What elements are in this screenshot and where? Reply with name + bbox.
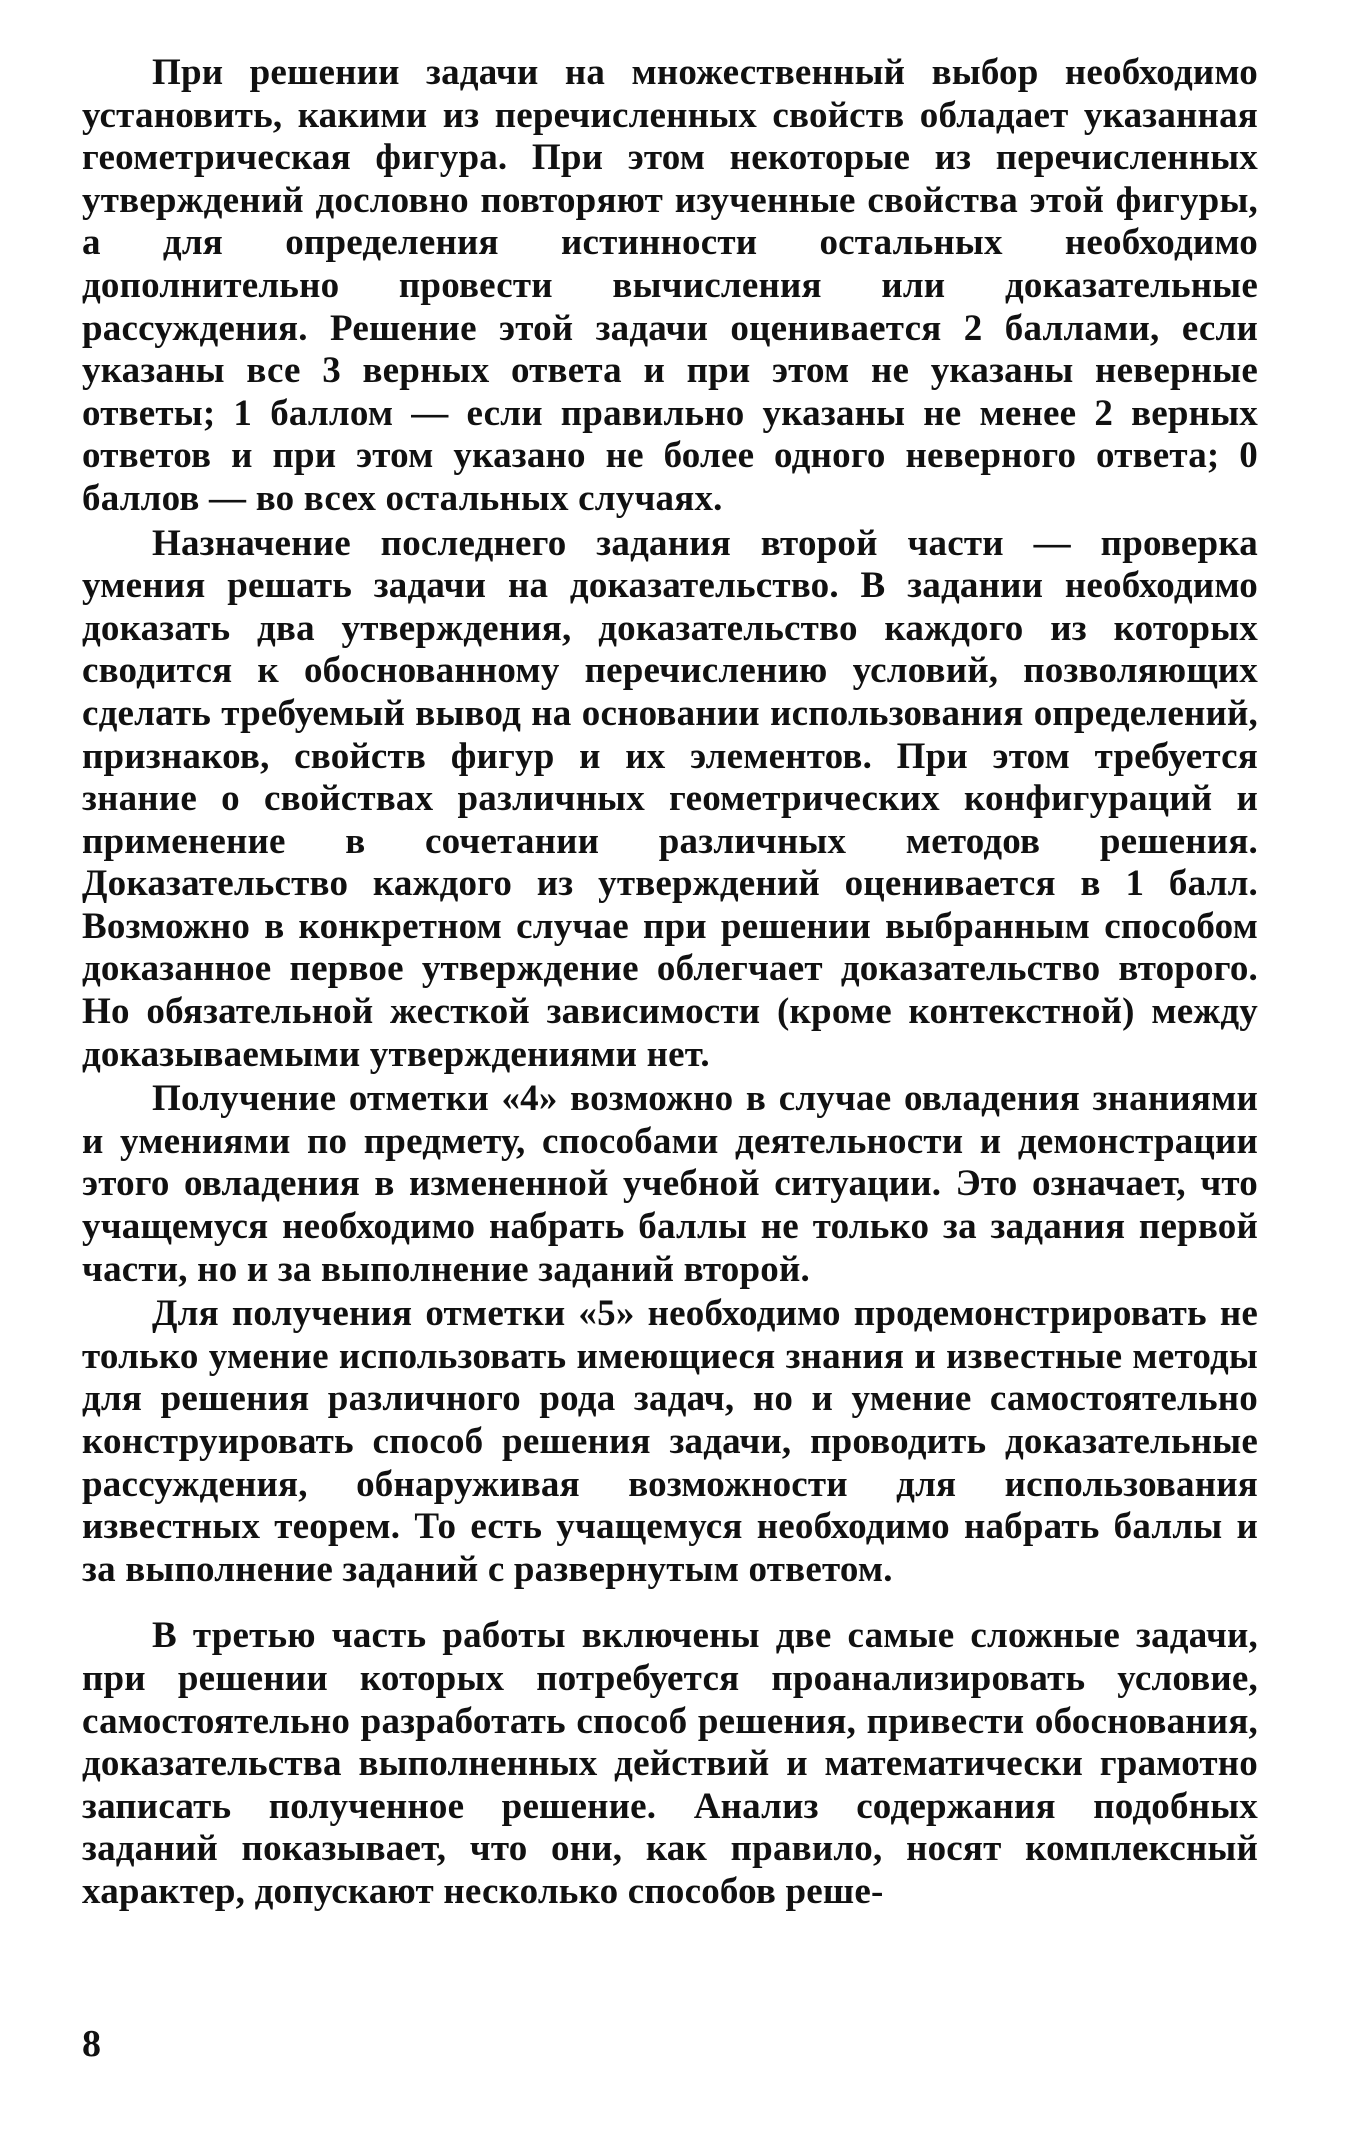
paragraph-third-part-emphasis: третью <box>192 1615 316 1657</box>
paragraph-multiple-choice: При решении задачи на множественный выбор необходимо установить, какими из перечисленных свойств обладает указанная геометрическая фигура. При этом некоторые из перечисленных утверждений дословно повторяют изученные свойства этой фигуры, а для определения истинности остальных необходимо дополнительно провести вычисления или доказательные рассуждения. Решение этой задачи оценивается 2 баллами, если указаны все 3 верных ответа и при этом не указаны неверные ответы; 1 баллом — если правильно указаны не менее 2 верных ответов и при этом указано не более одного неверного ответа; 0 баллов — во всех остальных случаях. <box>82 52 1258 519</box>
body-text <box>82 52 1258 1914</box>
paragraph-grade-5: Для получения отметки «5» необходимо продемонстрировать не только умение использовать имеющиеся знания и известные методы для решения различного рода задач, но и умение самостоятельно конструировать способ решения задачи, проводить доказательные рассуждения, обнаруживая возможности для использования известных теорем. То есть учащемуся необходимо набрать баллы и за выполнение заданий с развернутым ответом. <box>82 1293 1258 1590</box>
page-number: 8 <box>82 2023 101 2065</box>
paragraph-third-part <box>82 1615 1258 1913</box>
paragraph-third-part-prefix: В <box>152 1615 193 1657</box>
paragraph-proof-task: Назначение последнего задания второй части — проверка умения решать задачи на доказательство. В задании необходимо доказать два утверждения, доказательство каждого из которых сводится к обоснованному перечислению условий, позволяющих сделать требуемый вывод на основании использования определений, признаков, свойств фигур и их элементов. При этом требуется знание о свойствах различных геометрических конфигураций и применение в сочетании различных методов решения. Доказательство каждого из утверждений оценивается в 1 балл. Возможно в конкретном случае при решении выбранным способом доказанное первое утверждение облегчает доказательство второго. Но обязательной жесткой зависимости (кроме контекстной) между доказываемыми утверждениями нет. <box>82 522 1258 1075</box>
paragraph-third-part-text: часть работы включены две самые сложные задачи, при решении которых потребуется проанализировать условие, самостоятельно разработать способ решения, привести обоснования, доказательства выполненных действий и математически грамотно записать полученное решение. Анализ содержания подобных заданий показывает, что они, как правило, носят комплексный характер, допускают несколько способов реше- <box>82 1615 1258 1912</box>
paragraph-grade-4: Получение отметки «4» возможно в случае овладения знаниями и умениями по предмету, способами деятельности и демонстрации этого овладения в измененной учебной ситуации. Это означает, что учащемуся необходимо набрать баллы не только за задания первой части, но и за выполнение заданий второй. <box>82 1078 1258 1290</box>
